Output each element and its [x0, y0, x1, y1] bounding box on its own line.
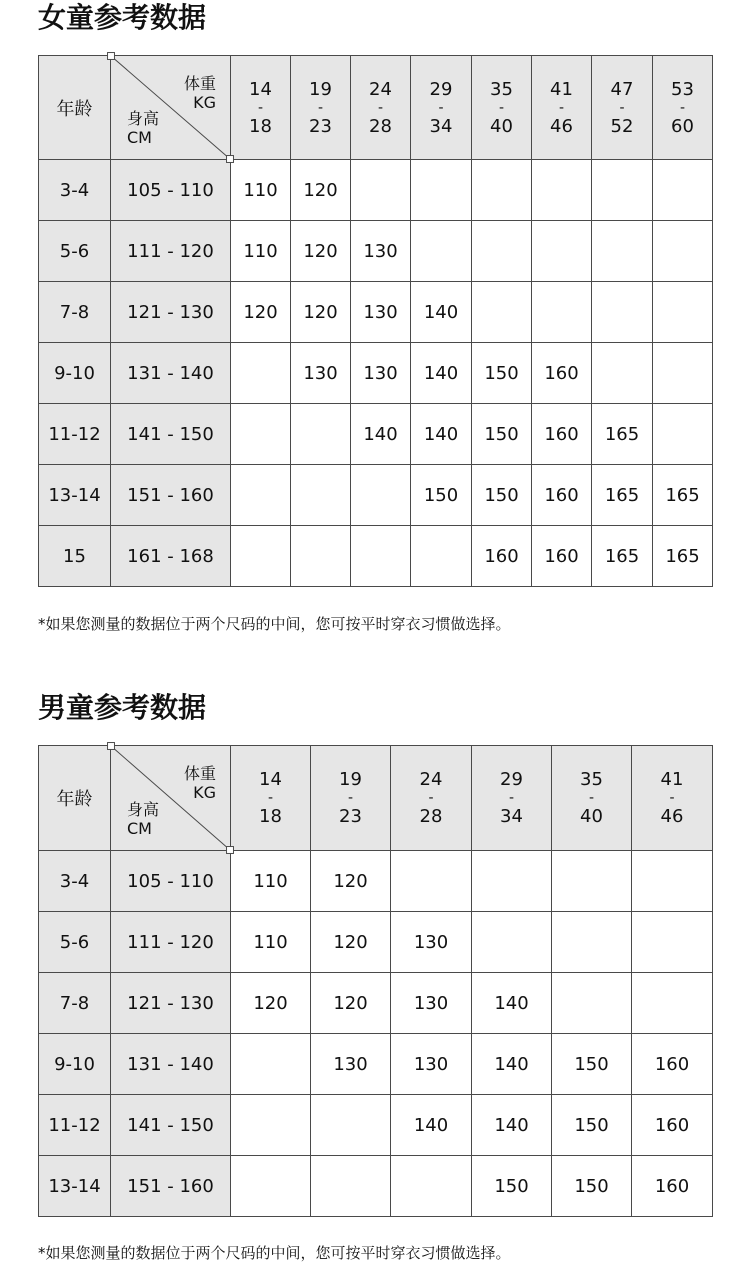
weight-range-header: 24 - 28: [351, 56, 411, 160]
size-cell: [552, 912, 632, 973]
size-cell: [351, 465, 411, 526]
weight-range-header: 41 - 46: [632, 746, 713, 851]
size-cell: 130: [391, 973, 472, 1034]
weight-range-header: 19 - 23: [311, 746, 391, 851]
age-cell: 3-4: [39, 851, 111, 912]
size-cell: 120: [311, 912, 391, 973]
height-header: [127, 109, 159, 147]
size-cell: [231, 1034, 311, 1095]
size-cell: 160: [532, 526, 592, 587]
size-cell: [532, 221, 592, 282]
size-cell: 160: [532, 404, 592, 465]
size-cell: 150: [472, 343, 532, 404]
height-unit: CM: [127, 128, 152, 147]
age-cell: 9-10: [39, 343, 111, 404]
size-cell: 160: [472, 526, 532, 587]
size-cell: [653, 404, 713, 465]
size-cell: [311, 1156, 391, 1217]
size-cell: 165: [592, 526, 653, 587]
size-cell: [532, 282, 592, 343]
size-cell: 160: [632, 1034, 713, 1095]
size-cell: [632, 851, 713, 912]
size-cell: 120: [231, 282, 291, 343]
age-cell: 5-6: [39, 221, 111, 282]
size-cell: [472, 221, 532, 282]
weight-range-header: 29 - 34: [411, 56, 472, 160]
height-label: 身高: [127, 800, 160, 819]
age-cell: 9-10: [39, 1034, 111, 1095]
size-cell: [653, 221, 713, 282]
size-cell: 110: [231, 912, 311, 973]
size-cell: 120: [291, 221, 351, 282]
size-cell: [472, 160, 532, 221]
size-cell: 150: [411, 465, 472, 526]
size-cell: [411, 526, 472, 587]
size-cell: 120: [311, 973, 391, 1034]
height-cell: 151 - 160: [111, 1156, 231, 1217]
size-cell: 160: [532, 465, 592, 526]
size-cell: [653, 282, 713, 343]
size-cell: [231, 1095, 311, 1156]
weight-unit: KG: [193, 783, 216, 802]
weight-range-header: 14 - 18: [231, 56, 291, 160]
size-cell: 120: [311, 851, 391, 912]
height-weight-corner-header: [111, 746, 231, 851]
size-cell: [653, 160, 713, 221]
height-cell: 105 - 110: [111, 851, 231, 912]
size-cell: 130: [291, 343, 351, 404]
height-header: [127, 800, 159, 838]
size-cell: 140: [351, 404, 411, 465]
table-row: [39, 343, 713, 404]
size-cell: 150: [552, 1095, 632, 1156]
size-cell: 160: [632, 1095, 713, 1156]
weight-range-header: 35 - 40: [472, 56, 532, 160]
size-cell: [592, 343, 653, 404]
table-row: [39, 1034, 713, 1095]
height-cell: 161 - 168: [111, 526, 231, 587]
size-cell: 130: [311, 1034, 391, 1095]
weight-range-header: 35 - 40: [552, 746, 632, 851]
size-cell: 165: [592, 404, 653, 465]
size-cell: [411, 221, 472, 282]
girls-size-table: [38, 55, 713, 587]
size-cell: [291, 465, 351, 526]
size-cell: [231, 343, 291, 404]
weight-range-header: 29 - 34: [472, 746, 552, 851]
size-cell: [311, 1095, 391, 1156]
height-weight-corner-header: [111, 56, 231, 160]
height-label: 身高: [127, 109, 160, 128]
size-cell: [291, 526, 351, 587]
table-row: [39, 282, 713, 343]
size-cell: 150: [552, 1156, 632, 1217]
height-cell: 121 - 130: [111, 973, 231, 1034]
size-cell: [552, 973, 632, 1034]
girls-section-title: 女童参考数据: [38, 1, 207, 34]
table-row: [39, 851, 713, 912]
size-cell: 110: [231, 851, 311, 912]
table-row: [39, 912, 713, 973]
age-cell: 13-14: [39, 465, 111, 526]
age-cell: 15: [39, 526, 111, 587]
age-cell: 7-8: [39, 282, 111, 343]
height-cell: 141 - 150: [111, 1095, 231, 1156]
weight-range-header: 53 - 60: [653, 56, 713, 160]
age-cell: 11-12: [39, 404, 111, 465]
height-cell: 121 - 130: [111, 282, 231, 343]
table-row: [39, 526, 713, 587]
size-cell: 165: [592, 465, 653, 526]
age-cell: 3-4: [39, 160, 111, 221]
size-cell: [472, 282, 532, 343]
size-cell: [231, 1156, 311, 1217]
size-cell: 110: [231, 221, 291, 282]
height-cell: 131 - 140: [111, 1034, 231, 1095]
size-cell: 150: [472, 465, 532, 526]
size-cell: [592, 160, 653, 221]
size-cell: 120: [291, 160, 351, 221]
weight-label: 体重: [183, 764, 216, 783]
size-cell: 140: [411, 404, 472, 465]
size-cell: 140: [472, 1034, 552, 1095]
size-cell: [472, 912, 552, 973]
size-cell: [653, 343, 713, 404]
size-cell: 140: [411, 282, 472, 343]
size-cell: 130: [351, 343, 411, 404]
table-row: [39, 221, 713, 282]
weight-label: 体重: [183, 74, 216, 93]
size-cell: [411, 160, 472, 221]
size-cell: 140: [411, 343, 472, 404]
height-cell: 111 - 120: [111, 912, 231, 973]
height-cell: 105 - 110: [111, 160, 231, 221]
boys-size-table: [38, 745, 713, 1217]
size-cell: 130: [391, 912, 472, 973]
size-cell: 120: [231, 973, 311, 1034]
size-cell: 140: [391, 1095, 472, 1156]
age-header: 年龄: [39, 746, 111, 851]
size-cell: [351, 526, 411, 587]
size-cell: [291, 404, 351, 465]
weight-range-header: 47 - 52: [592, 56, 653, 160]
age-cell: 11-12: [39, 1095, 111, 1156]
table-row: [39, 465, 713, 526]
weight-range-header: 14 - 18: [231, 746, 311, 851]
girls-size-note: *如果您测量的数据位于两个尺码的中间，您可按平时穿衣习惯做选择。: [38, 615, 511, 633]
size-cell: 130: [391, 1034, 472, 1095]
weight-header: [184, 764, 216, 802]
size-cell: [391, 851, 472, 912]
size-cell: 140: [472, 973, 552, 1034]
size-cell: 160: [632, 1156, 713, 1217]
weight-header: [184, 74, 216, 112]
size-cell: [532, 160, 592, 221]
size-cell: 120: [291, 282, 351, 343]
table-row: [39, 973, 713, 1034]
weight-range-header: 24 - 28: [391, 746, 472, 851]
height-unit: CM: [127, 819, 152, 838]
weight-range-header: 41 - 46: [532, 56, 592, 160]
size-cell: [231, 404, 291, 465]
height-cell: 141 - 150: [111, 404, 231, 465]
age-cell: 5-6: [39, 912, 111, 973]
size-cell: [391, 1156, 472, 1217]
size-cell: [592, 282, 653, 343]
size-cell: 165: [653, 526, 713, 587]
size-cell: [472, 851, 552, 912]
size-cell: 150: [472, 404, 532, 465]
size-cell: [632, 912, 713, 973]
boys-size-note: *如果您测量的数据位于两个尺码的中间，您可按平时穿衣习惯做选择。: [38, 1244, 511, 1262]
height-cell: 131 - 140: [111, 343, 231, 404]
height-cell: 111 - 120: [111, 221, 231, 282]
table-row: [39, 160, 713, 221]
age-header: 年龄: [39, 56, 111, 160]
size-cell: 150: [472, 1156, 552, 1217]
size-cell: [231, 526, 291, 587]
height-cell: 151 - 160: [111, 465, 231, 526]
age-cell: 7-8: [39, 973, 111, 1034]
weight-unit: KG: [193, 93, 216, 112]
size-cell: 140: [472, 1095, 552, 1156]
size-cell: [552, 851, 632, 912]
size-cell: [592, 221, 653, 282]
size-cell: 130: [351, 221, 411, 282]
size-cell: 150: [552, 1034, 632, 1095]
size-cell: [231, 465, 291, 526]
table-row: [39, 1095, 713, 1156]
weight-range-header: 19 - 23: [291, 56, 351, 160]
size-cell: 110: [231, 160, 291, 221]
table-row: [39, 1156, 713, 1217]
size-cell: 160: [532, 343, 592, 404]
boys-section-title: 男童参考数据: [38, 691, 207, 724]
size-cell: [351, 160, 411, 221]
age-cell: 13-14: [39, 1156, 111, 1217]
table-row: [39, 404, 713, 465]
size-cell: 165: [653, 465, 713, 526]
size-cell: 130: [351, 282, 411, 343]
size-cell: [632, 973, 713, 1034]
